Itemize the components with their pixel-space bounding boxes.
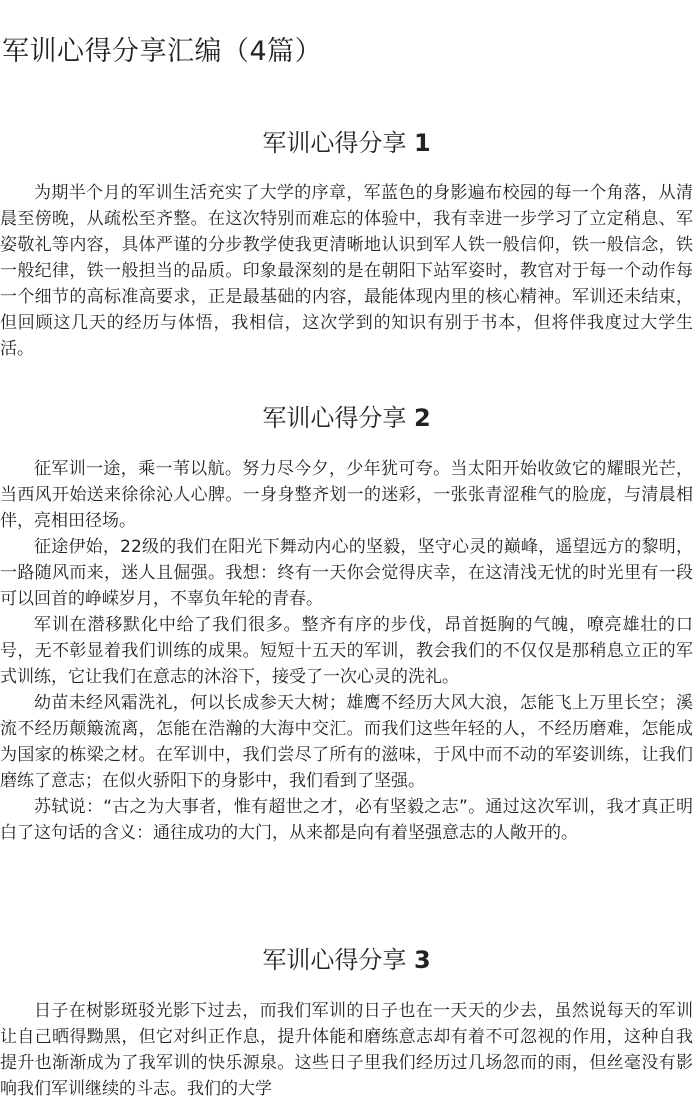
section-heading bbox=[0, 940, 693, 980]
paragraph: 日子在树影斑驳光影下过去，而我们军训的日子也在一天天的少去，虽然说每天的军训让自己晒得黝黑，但它对纠正作息，提升体能和磨练意志却有着不可忽视的作用，这种自我提升也渐渐成为了我军训的快乐源泉。这些日子里我们经历过几场忽而的雨，但丝毫没有影响我们军训继续的斗志。我们的大学 bbox=[0, 1001, 693, 1097]
section-heading-number: 3 bbox=[413, 946, 431, 974]
section-heading-number: 1 bbox=[413, 129, 431, 157]
paragraph: 征军训一途，乘一苇以航。努力尽今夕，少年犹可夸。当太阳开始收敛它的耀眼光芒，当西风开始送来徐徐沁人心脾。一身身整齐划一的迷彩，一张张青涩稚气的脸庞，与清晨相伴，亮相田径场。 bbox=[0, 459, 693, 531]
section-1 bbox=[0, 123, 693, 362]
section-heading bbox=[0, 398, 693, 438]
document-title: 军训心得分享汇编（4篇） bbox=[2, 36, 323, 67]
paragraph: 军训在潜移默化中给了我们很多。整齐有序的步伐，昂首挺胸的气魄，嘹亮雄壮的口号，无不彰显着我们训练的成果。短短十五天的军训，教会我们的不仅仅是那稍息立正的军式训练，它让我们在意志的沐浴下，接受了一次心灵的洗礼。 bbox=[0, 615, 693, 687]
section-heading bbox=[0, 123, 693, 163]
paragraph: 为期半个月的军训生活充实了大学的序章，军蓝色的身影遍布校园的每一个角落，从清晨至傍晚，从疏松至齐整。在这次特别而难忘的体验中，我有幸进一步学习了立定稍息、军姿敬礼等内容，具体严谨的分步教学使我更清晰地认识到军人铁一般信仰，铁一般信念，铁一般纪律，铁一般担当的品质。印象最深刻的是在朝阳下站军姿时，教官对于每一个动作每一个细节的高标准高要求，正是最基础的内容，最能体现内里的核心精神。军训还未结束，但回顾这几天的经历与体悟，我相信，这次学到的知识有别于书本，但将伴我度过大学生活。 bbox=[0, 183, 693, 359]
section-heading-text: 军训心得分享 bbox=[262, 129, 407, 157]
section-3 bbox=[0, 940, 693, 1097]
section-body bbox=[0, 998, 693, 1097]
paragraph: 苏轼说：“古之为大事者，惟有超世之才，必有坚毅之志”。通过这次军训，我才真正明白了这句话的含义：通往成功的大门，从来都是向有着坚强意志的人敞开的。 bbox=[0, 797, 693, 843]
section-body bbox=[0, 456, 693, 846]
paragraph: 幼苗未经风霜洗礼，何以长成参天大树；雄鹰不经历大风大浪，怎能飞上万里长空；溪流不经历颠簸流离，怎能在浩瀚的大海中交汇。而我们这些年轻的人，不经历磨难，怎能成为国家的栋梁之材。在军训中，我们尝尽了所有的滋味，于风中而不动的军姿训练，让我们磨练了意志；在似火骄阳下的身影中，我们看到了坚强。 bbox=[0, 693, 693, 791]
paragraph: 征途伊始，22级的我们在阳光下舞动内心的坚毅，坚守心灵的巅峰，遥望远方的黎明，一路随风而来，迷人且倔强。我想：终有一天你会觉得庆幸，在这清浅无忧的时光里有一段可以回首的峥嵘岁月，不辜负年轮的青春。 bbox=[0, 537, 693, 609]
section-2 bbox=[0, 398, 693, 846]
section-heading-text: 军训心得分享 bbox=[262, 404, 407, 432]
section-heading-number: 2 bbox=[413, 404, 431, 432]
section-body bbox=[0, 180, 693, 362]
section-heading-text: 军训心得分享 bbox=[262, 946, 407, 974]
